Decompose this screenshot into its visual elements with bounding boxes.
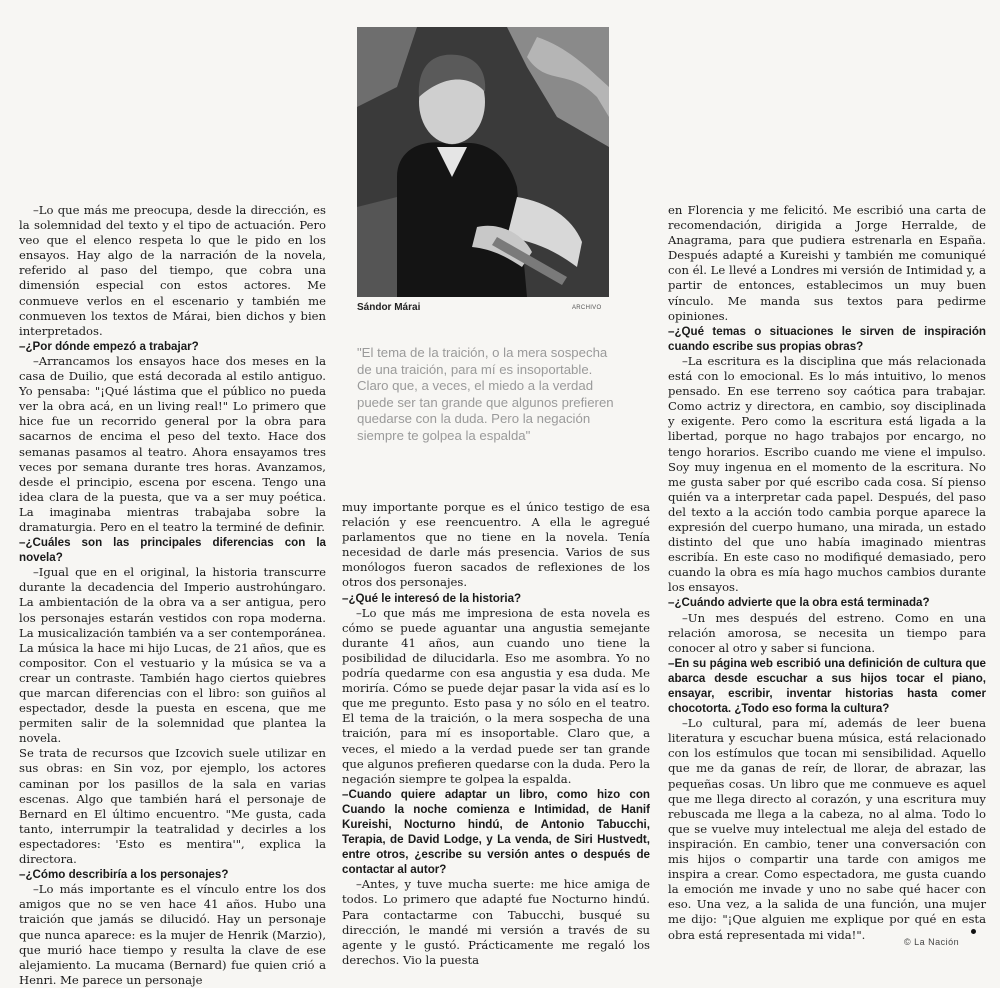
article-paragraph: –Lo cultural, para mí, además de leer buena literatura y escuchar buena música, está relacionado con los estímulos que tocan mi sensibilidad. Aquello que me da ganas de reír, de llorar, de abrazar, las pequeñas cosas. Un libro que me conmueve es aquel que me llega directo al corazón, y una escritura muy rebuscada me llega a la cabeza, no al alma. Todo lo que se vuelve muy intelectual me aleja del estado de inspiración. En cambio, tener una conversación con mis hijos o compartir una tarde con amigos me inspira a crear. Como espectadora, me gusta cuando la emoción me invade y uno no sabe qué hacer con eso. Una vez, a la salida de una función, una mujer me dijo: "¡Que alguien me explique por qué en esta obra está representada mi vida!". xyxy=(668,716,986,942)
interview-question: –¿Por dónde empezó a trabajar? xyxy=(19,339,199,353)
article-paragraph: –La escritura es la disciplina que más relacionada está con lo emocional. Es lo más intuitivo, lo menos pensado. En ese terreno soy caótica para trabajar. Como actriz y directora, en cambio, soy disciplinada y exigente. Pero como la escritura está ligada a la libertad, porque no hago trabajos por encargo, no tengo horarios. Escribo cuando me viene el impulso. Soy muy ingenua en el momento de la escritura. No me gusta saber por qué escribo cada cosa. Sí pienso quién va a interpretar cada papel. Después, del paso del texto a la acción todo cambia porque aparece la expresión del cuerpo humano, una mirada, un estado distinto del que uno había imaginado mientras escribía. En este caso no modifiqué demasiado, pero cuando la obra es mía hago muchos cambios durante los ensayos. xyxy=(668,353,986,595)
article-paragraph: –Lo más importante es el vínculo entre los dos amigos que no se ven hace 41 años. Hubo una traición que jamás se dilucidó. Hay un personaje que nunca aparece: es la mujer de Henrik (Marzio), que murió hace tiempo y resulta la clave de ese alejamiento. La mucama (Bernard) fue quien crió a Henri. Me parece un personaje xyxy=(19,882,326,987)
interview-question: –¿Cuándo advierte que la obra está terminada? xyxy=(668,596,930,610)
end-mark-icon xyxy=(971,929,976,934)
article-paragraph: –Igual que en el original, la historia transcurre durante la decadencia del Imperio austrohúngaro. La ambientación de la obra va a ser antigua, pero los personajes estarán vestidos con ropa moderna. La musicalización también va a ser contemporánea. La música la hace mi hijo Lucas, de 21 años, que es compositor. Con el vestuario y la música se va a crear un contraste. También hago ciertos quiebres que marcan diferencias con el libro: son guiños al espectador, desde la puesta en escena, que me permiten salir de la solemnidad que plantea la novela. xyxy=(19,565,326,746)
article-paragraph: –Arrancamos los ensayos hace dos meses en la casa de Duilio, que está decorada al estilo antiguo. Yo pensaba: "¡Qué lástima que el público no pueda ver la obra acá, en un living real!" Lo primero que hice fue un recorrido general por la obra para sacarnos de encima el peso del texto. Hace dos semanas pasamos al teatro. Ahora ensayamos tres veces por semana durante tres horas. Avanzamos, desde el principio, escena por escena. Tengo una idea clara de la puesta, que va a ser muy poética. La imaginaba mientras trabajaba sobre la dramaturgia. Pero en el teatro la terminé de definir. xyxy=(19,353,326,534)
article-paragraph: en Florencia y me felicitó. Me escribió una carta de recomendación, dirigida a Jorge Herralde, de Anagrama, para que pudiera estrenarla en España. Después adapté a Kureishi y también me comuniqué con él. Le llevé a Londres mi versión de Intimidad y, a partir de entonces, establecimos un muy buen vínculo. Me manda sus textos para pedirme opiniones. xyxy=(668,203,986,323)
article-column-1 xyxy=(19,203,326,987)
pull-quote: "El tema de la traición, o la mera sospecha de una traición, para mí es insoportable. Claro que, a veces, el miedo a la verdad puede ser tan grande que algunos prefieren quedarse con la duda. Pero la negación siempre te golpea la espalda" xyxy=(357,345,614,443)
interview-question: –¿Qué temas o situaciones le sirven de inspiración cuando escribe sus propias obras? xyxy=(668,324,986,353)
interview-question: –Cuando quiere adaptar un libro, como hizo con Cuando la noche comienza e Intimidad, de Hanif Kureishi, Nocturno hindú, de Antonio Tabucchi, Terapia, de David Lodge, y La venda, de Siri Hustvedt, entre otros, ¿escribe su versión antes o después de contactar al autor? xyxy=(342,787,650,877)
interview-question: –En su página web escribió una definición de cultura que abarca desde escuchar a sus hijos tocar el piano, ensayar, escribir, inventar historias hasta comer chocotorta. ¿Todo eso forma la cultura? xyxy=(668,656,986,716)
article-paragraph: –Lo que más me impresiona de esta novela es cómo se puede aguantar una angustia semejante durante 41 años, aun cuando uno tiene la posibilidad de dilucidarla. Eso me asombra. Yo no podría quedarme con esa angustia y esa duda. Me moriría. Cómo se puede dejar pasar la vida así es lo que me pregunto. Esto pasa y no sólo en el teatro. El tema de la traición, o la mera sospecha de una traición, para mí es insoportable. Claro que, a veces, el miedo a la verdad puede ser tan grande que algunos prefieren quedarse con la duda. Pero la negación siempre te golpea la espalda. xyxy=(342,605,650,786)
interview-question: –¿Cuáles son las principales diferencias con la novela? xyxy=(19,536,326,565)
article-paragraph: muy importante porque es el único testigo de esa relación y ese reencuentro. A ella le agregué parlamentos que no tiene en la novela. Tenía necesidad de darle más presencia. Varios de sus monólogos fueron sacados de reflexiones de los otros dos personajes. xyxy=(342,500,650,590)
portrait-image xyxy=(357,27,609,297)
photo-caption: Sándor Márai xyxy=(357,302,421,313)
portrait-photo xyxy=(357,27,609,297)
interview-question: –¿Qué le interesó de la historia? xyxy=(342,591,522,605)
article-column-2 xyxy=(342,500,650,967)
article-paragraph: –Antes, y tuve mucha suerte: me hice amiga de todos. Lo primero que adapté fue Nocturno hindú. Para contactarme con Tabucchi, busqué su dirección, le mandé mi versión a través de su agente y le gustó. Prácticamente me regaló los derechos. Vio la puesta xyxy=(342,877,650,967)
article-paragraph: Se trata de recursos que Izcovich suele utilizar en sus obras: en Sin voz, por ejemplo, los actores caminan por los pasillos de la sala en varias escenas. Algo que también hará el personaje de Bernard en El último encuentro. "Me gusta, cada tanto, interrumpir la teatralidad y decirles a los espectadores: 'Esto es mentira'", explica la directora. xyxy=(19,746,326,867)
interview-question: –¿Cómo describiría a los personajes? xyxy=(19,868,229,882)
article-paragraph: –Un mes después del estreno. Como en una relación amorosa, se necesita un tiempo para conocer al otro y saber si funciona. xyxy=(668,610,986,655)
publication-credit: © La Nación xyxy=(904,937,960,947)
photo-credit: ARCHIVO xyxy=(572,305,602,311)
article-paragraph: –Lo que más me preocupa, desde la dirección, es la solemnidad del texto y el tipo de actuación. Pero veo que el elenco respeta lo que le pido en los ensayos. Hay algo de la narración de la novela, referido al paso del tiempo, que cobra una dimensión especial con estos actores. Me conmueve verlos en el escenario y también me conmueven los textos de Márai, bien dichos y bien interpretados. xyxy=(19,203,326,338)
